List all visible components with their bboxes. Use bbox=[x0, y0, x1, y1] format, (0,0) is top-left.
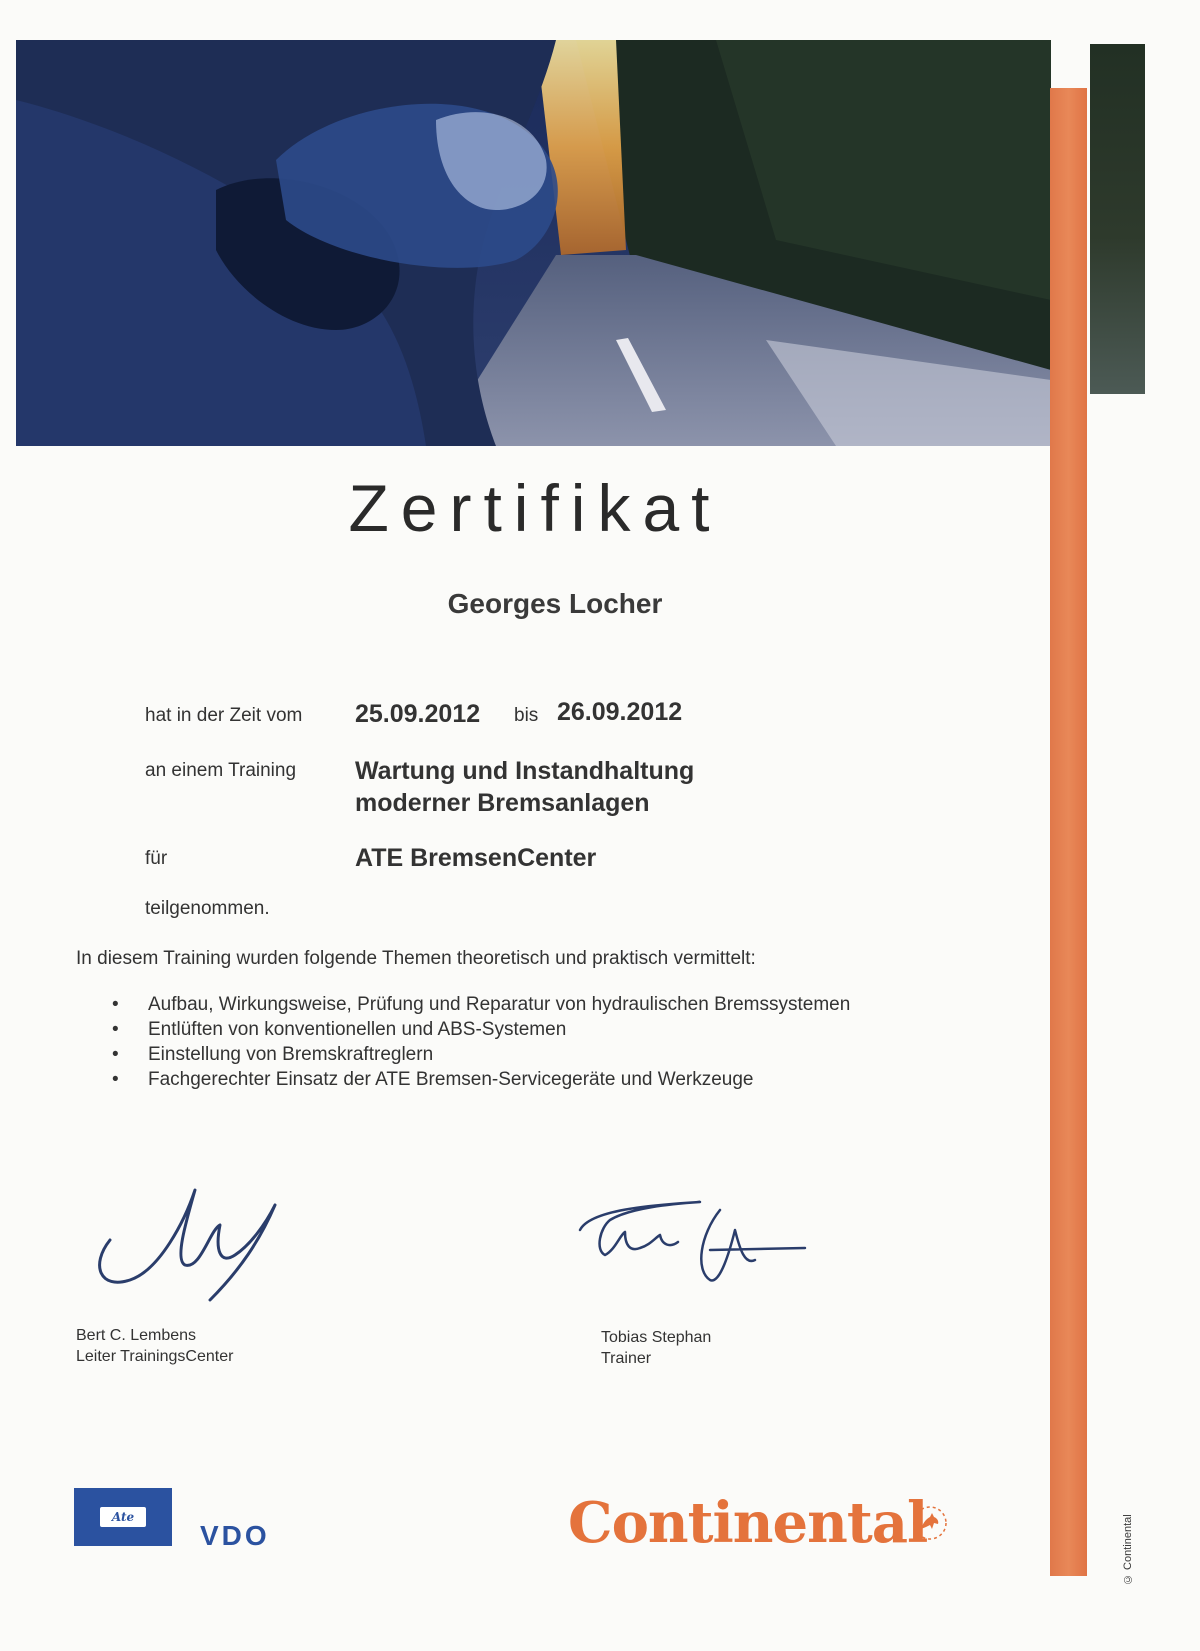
continental-logo: Continental bbox=[568, 1490, 928, 1556]
ate-logo bbox=[74, 1488, 172, 1546]
topics-list bbox=[110, 992, 850, 1092]
horse-icon bbox=[912, 1505, 948, 1541]
participated-text: teilgenommen. bbox=[145, 898, 270, 919]
bis-label: bis bbox=[514, 705, 539, 726]
signer-left-role: Leiter TrainingsCenter bbox=[76, 1348, 234, 1365]
right-photo-strip bbox=[1090, 44, 1145, 394]
topic-item bbox=[110, 1042, 850, 1067]
recipient-name: Georges Locher bbox=[447, 588, 663, 619]
training-title-line2: moderner Bremsanlagen bbox=[355, 789, 650, 817]
for-value: ATE BremsenCenter bbox=[355, 844, 597, 872]
topic-text: Aufbau, Wirkungsweise, Prüfung und Reparatur von hydraulischen Bremssystemen bbox=[148, 994, 851, 1015]
bullet-glyph: • bbox=[112, 994, 119, 1015]
signer-right-role: Trainer bbox=[601, 1350, 652, 1367]
copyright-note: © Continental bbox=[1122, 1514, 1134, 1586]
topic-item bbox=[110, 1017, 850, 1042]
signature-right bbox=[570, 1190, 810, 1300]
vdo-logo: VDO bbox=[200, 1520, 270, 1551]
topics-intro: In diesem Training wurden folgende Themen theoretisch und praktisch vermittelt: bbox=[76, 948, 756, 969]
signature-right-block bbox=[601, 1327, 711, 1369]
date-end: 26.09.2012 bbox=[557, 698, 683, 726]
bullet-glyph: • bbox=[112, 1069, 119, 1090]
topic-text: Fachgerechter Einsatz der ATE Bremsen-Servicegeräte und Werkzeuge bbox=[148, 1069, 754, 1090]
training-title-line1: Wartung und Instandhaltung bbox=[355, 757, 695, 785]
signature-left bbox=[90, 1170, 290, 1310]
topic-item bbox=[110, 992, 850, 1017]
topic-text: Einstellung von Bremskraftreglern bbox=[148, 1044, 434, 1065]
training-label: an einem Training bbox=[145, 760, 297, 781]
period-label: hat in der Zeit vom bbox=[145, 705, 303, 726]
orange-stripe bbox=[1050, 88, 1087, 1576]
signer-left-name: Bert C. Lembens bbox=[76, 1327, 197, 1344]
road-photo-graphic bbox=[16, 40, 1051, 446]
road-photo bbox=[16, 40, 1051, 446]
signer-right-name: Tobias Stephan bbox=[601, 1329, 712, 1346]
date-start: 25.09.2012 bbox=[355, 700, 481, 728]
signature-left-block bbox=[76, 1325, 233, 1367]
ate-logo-text: Ate bbox=[100, 1507, 146, 1527]
certificate-title: Zertifikat bbox=[348, 471, 722, 545]
topic-text: Entlüften von konventionellen und ABS-Systemen bbox=[148, 1019, 567, 1040]
for-label: für bbox=[145, 848, 168, 869]
topic-item bbox=[110, 1067, 850, 1092]
bullet-glyph: • bbox=[112, 1019, 119, 1040]
bullet-glyph: • bbox=[112, 1044, 119, 1065]
